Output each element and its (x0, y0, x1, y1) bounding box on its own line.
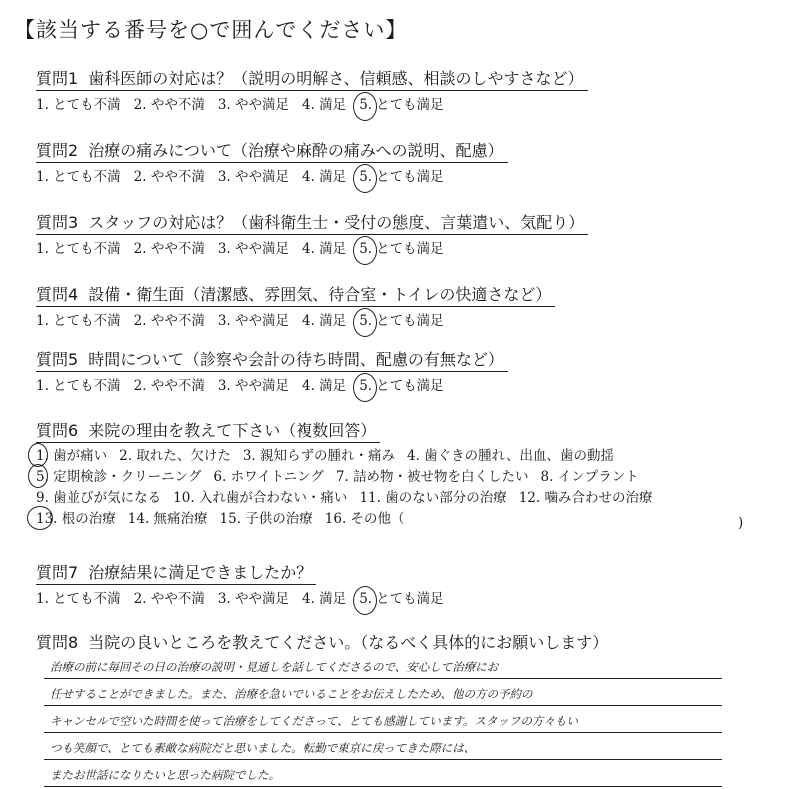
answer-line (44, 706, 722, 733)
option-5-selected[interactable]: 5. (359, 378, 372, 394)
question-5 (36, 347, 508, 394)
option-9[interactable]: 9. 歯並びが気になる (36, 490, 162, 506)
option-4[interactable]: 4. 満足 (302, 241, 347, 257)
answer-line (44, 760, 722, 787)
question-8 (36, 630, 608, 653)
option-2[interactable]: 2. やや不満 (133, 313, 205, 329)
option-1[interactable]: 1. とても不満 (36, 241, 121, 257)
handwritten-answer: つも笑顔で、とても素敵な病院だと思いました。転勤で東京に戻ってきた際には、 (50, 741, 476, 755)
question-title (36, 210, 588, 235)
option-2[interactable]: 2. やや不満 (133, 97, 205, 113)
selection-circle (353, 92, 377, 121)
question-text: 時間について（診察や会計の待ち時間、配慮の有無など） (88, 350, 504, 369)
option-10[interactable]: 10. 入れ歯が合わない・痛い (173, 490, 348, 506)
answer-options (36, 309, 555, 329)
option-1[interactable]: 1. とても不満 (36, 97, 121, 113)
option-16-other[interactable]: 16. その他（ (324, 511, 405, 527)
question-number: 質問4 (36, 285, 79, 304)
option-6[interactable]: 6. ホワイトニング (213, 469, 324, 485)
option-1[interactable]: 1. とても不満 (36, 313, 121, 329)
options-row (36, 488, 664, 509)
answer-options (36, 93, 588, 113)
option-5-label[interactable]: とても満足 (376, 313, 444, 329)
options-row (36, 509, 664, 530)
option-1-selected[interactable]: 1. 歯が痛い (36, 446, 107, 467)
option-5-label[interactable]: とても満足 (376, 169, 444, 185)
option-4[interactable]: 4. 満足 (302, 591, 347, 607)
option-5-selected[interactable]: 5. (359, 169, 372, 185)
option-1[interactable]: 1. とても不満 (36, 378, 121, 394)
option-5-label[interactable]: とても満足 (376, 97, 444, 113)
handwritten-answer: 任せすることができました。また、治療を急いでいることをお伝えしたため、他の方の予約の (50, 687, 533, 701)
question-4 (36, 282, 555, 329)
question-number: 質問2 (36, 141, 79, 160)
selection-circle (27, 506, 53, 530)
option-5-selected[interactable]: 5. 定期検診・クリーニング (36, 467, 201, 488)
option-12[interactable]: 12. 噛み合わせの治療 (518, 490, 653, 506)
question-text: 当院の良いところを教えてください。（なるべく具体的にお願いします） (88, 633, 609, 652)
options-row (36, 446, 664, 467)
answer-options (36, 165, 508, 185)
other-close-paren: ) (738, 515, 744, 531)
question-title (36, 66, 588, 91)
question-number: 質問6 (36, 421, 79, 440)
option-2[interactable]: 2. 取れた、欠けた (119, 448, 231, 464)
question-3 (36, 210, 588, 257)
option-1[interactable]: 1. とても不満 (36, 169, 121, 185)
option-4[interactable]: 4. 歯ぐきの腫れ、出血、歯の動揺 (407, 448, 614, 464)
answer-line (44, 733, 722, 760)
answer-options (36, 587, 457, 607)
question-title (36, 282, 555, 307)
answer-options (36, 374, 508, 394)
option-5-label[interactable]: とても満足 (376, 378, 444, 394)
question-title (36, 418, 380, 443)
answer-options (36, 237, 588, 257)
question-7 (36, 560, 457, 607)
question-number: 質問8 (36, 633, 79, 652)
question-title (36, 347, 508, 372)
option-3[interactable]: 3. やや満足 (217, 241, 290, 257)
option-3[interactable]: 3. やや満足 (217, 591, 290, 607)
question-number: 質問7 (36, 563, 79, 582)
selection-circle (353, 373, 377, 402)
question-number: 質問3 (36, 213, 79, 232)
question-text: 来院の理由を教えて下さい（複数回答） (88, 421, 377, 440)
option-13-selected[interactable]: 13. 根の治療 (36, 509, 116, 530)
option-7[interactable]: 7. 詰め物・被せ物を白くしたい (335, 469, 529, 485)
option-5-label[interactable]: とても満足 (376, 591, 444, 607)
answer-line (44, 652, 722, 679)
option-3[interactable]: 3. やや満足 (217, 378, 290, 394)
handwritten-answer: キャンセルで空いた時間を使って治療をしてくださって、とても感謝しています。スタッフの方々もい (50, 714, 578, 728)
question-text: スタッフの対応は？（歯科衛生士・受付の態度、言葉遣い、気配り） (88, 213, 585, 232)
question-6 (36, 418, 664, 530)
selection-circle (353, 236, 377, 265)
question-title (36, 560, 316, 585)
question-title (36, 138, 508, 163)
question-2 (36, 138, 508, 185)
option-2[interactable]: 2. やや不満 (133, 241, 205, 257)
selection-circle (353, 164, 377, 193)
question-title (36, 630, 608, 653)
multi-answer-options (36, 446, 664, 530)
question-1 (36, 66, 588, 113)
option-4[interactable]: 4. 満足 (302, 378, 347, 394)
option-8[interactable]: 8. インプラント (540, 469, 639, 485)
option-15[interactable]: 15. 子供の治療 (219, 511, 313, 527)
handwritten-answer: 治療の前に毎回その日の治療の説明・見通しを話してくださるので、安心して治療にお (50, 660, 499, 674)
option-4[interactable]: 4. 満足 (302, 313, 347, 329)
question-text: 設備・衛生面（清潔感、雰囲気、待合室・トイレの快適さなど） (88, 285, 552, 304)
option-3[interactable]: 3. やや満足 (217, 169, 290, 185)
question-text: 歯科医師の対応は？（説明の明解さ、信頼感、相談のしやすさなど） (88, 69, 584, 88)
option-5-selected[interactable]: 5. (359, 591, 372, 607)
option-2[interactable]: 2. やや不満 (133, 169, 205, 185)
question-number: 質問1 (36, 69, 79, 88)
option-11[interactable]: 11. 歯のない部分の治療 (359, 490, 507, 506)
option-14[interactable]: 14. 無痛治療 (127, 511, 208, 527)
options-row (36, 467, 664, 488)
option-5-selected[interactable]: 5. (359, 241, 372, 257)
option-1[interactable]: 1. とても不満 (36, 591, 121, 607)
option-5-label[interactable]: とても満足 (376, 241, 444, 257)
instruction-header: 【該当する番号を○で囲んでください】 (14, 18, 408, 42)
question-text: 治療の痛みについて（治療や麻酔の痛みへの説明、配慮） (88, 141, 504, 160)
option-4[interactable]: 4. 満足 (302, 169, 347, 185)
selection-circle (353, 586, 377, 615)
option-4[interactable]: 4. 満足 (302, 97, 347, 113)
option-3[interactable]: 3. やや満足 (217, 313, 290, 329)
option-3[interactable]: 3. 親知らずの腫れ・痛み (242, 448, 396, 464)
question-number: 質問5 (36, 350, 79, 369)
option-2[interactable]: 2. やや不満 (133, 591, 205, 607)
option-5-selected[interactable]: 5. (359, 97, 372, 113)
selection-circle (353, 308, 377, 337)
handwritten-answer: またお世話になりたいと思った病院でした。 (50, 768, 280, 782)
option-5-selected[interactable]: 5. (359, 313, 372, 329)
option-3[interactable]: 3. やや満足 (217, 97, 290, 113)
answer-line (44, 679, 722, 706)
selection-circle (28, 464, 48, 488)
question-text: 治療結果に満足できましたか？ (88, 563, 313, 582)
free-answer-area[interactable] (44, 652, 722, 787)
option-2[interactable]: 2. やや不満 (133, 378, 205, 394)
